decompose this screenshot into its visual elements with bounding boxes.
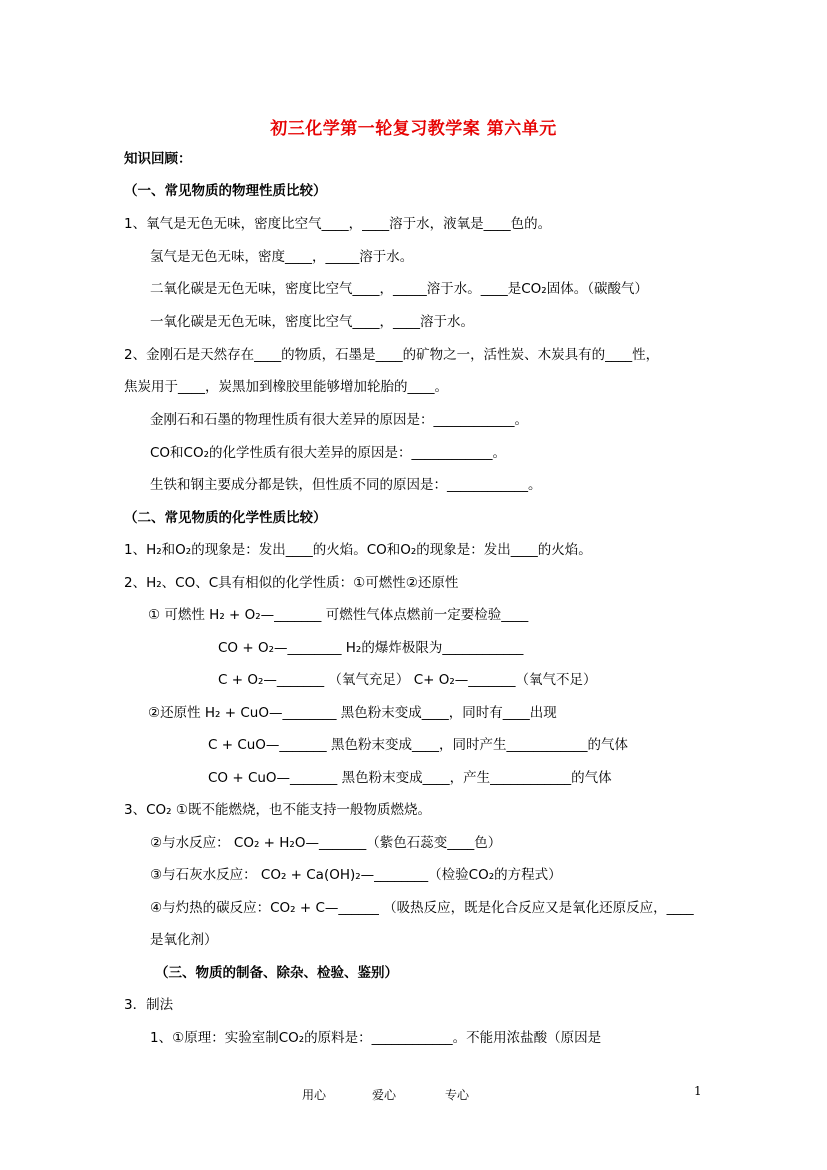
section-heading-preparation: （三、物质的制备、除杂、检验、鉴别） — [155, 965, 398, 981]
text-line: 氢气是无色无味，密度____，_____溶于水。 — [150, 249, 414, 265]
footer-middle: 爱心 — [372, 1088, 397, 1102]
text-line: 焦炭用于____，炭黑加到橡胶里能够增加轮胎的____。 — [124, 379, 448, 395]
text-line: 金刚石和石墨的物理性质有很大差异的原因是：____________。 — [150, 412, 528, 428]
text-line: 1、①原理：实验室制CO₂的原料是：____________。不能用浓盐酸（原因是 — [150, 1030, 602, 1046]
section-heading-chemical-properties: （二、常见物质的化学性质比较） — [124, 510, 327, 526]
footer-right: 专心 — [445, 1088, 470, 1102]
text-line: C + O₂—_______ （氧气充足） C+ O₂—_______（氧气不足） — [218, 672, 597, 688]
text-line: 一氧化碳是无色无味，密度比空气____，____溶于水。 — [150, 314, 474, 330]
text-line: 2、金刚石是天然存在____的物质，石墨是____的矿物之一，活性炭、木炭具有的____性， — [124, 347, 660, 363]
text-line: ① 可燃性 H₂ + O₂—_______ 可燃性气体点燃前一定要检验____ — [148, 607, 529, 623]
text-line: 3．制法 — [124, 997, 174, 1013]
text-line: 生铁和钢主要成分都是铁，但性质不同的原因是：____________。 — [150, 477, 542, 493]
document-title: 初三化学第一轮复习教学案 第六单元 — [270, 119, 557, 139]
page-number: 1 — [694, 1084, 702, 1098]
text-line: ③与石灰水反应： CO₂ + Ca(OH)₂—________（检验CO₂的方程式） — [150, 867, 562, 883]
text-line: C + CuO—_______ 黑色粉末变成____，同时产生____________的气体 — [208, 737, 628, 753]
text-line: ②还原性 H₂ + CuO—________ 黑色粉末变成____，同时有____出现 — [148, 705, 557, 721]
text-line: 二氧化碳是无色无味，密度比空气____，_____溶于水。____是CO₂固体。（碳酸气） — [150, 281, 648, 297]
section-heading-physical-properties: （一、常见物质的物理性质比较） — [124, 183, 327, 199]
footer-left: 用心 — [302, 1088, 327, 1102]
text-line: 2、H₂、CO、C具有相似的化学性质：①可燃性②还原性 — [124, 575, 459, 591]
text-line: ④与灼热的碳反应：CO₂ + C—______ （吸热反应，既是化合反应又是氧化还原反应，____ — [150, 900, 694, 916]
text-line: 3、CO₂ ①既不能燃烧，也不能支持一般物质燃烧。 — [124, 802, 431, 818]
text-line: 是氧化剂） — [150, 932, 218, 948]
text-line: 1、氧气是无色无味，密度比空气____，____溶于水，液氧是____色的。 — [124, 216, 552, 232]
text-line: CO + CuO—_______ 黑色粉末变成____，产生____________的气体 — [208, 770, 612, 786]
text-line: ②与水反应： CO₂ + H₂O—_______（紫色石蕊变____色） — [150, 835, 502, 851]
text-line: 1、H₂和O₂的现象是：发出____的火焰。CO和O₂的现象是：发出____的火焰。 — [124, 542, 592, 558]
text-line: CO + O₂—________ H₂的爆炸极限为____________ — [218, 640, 524, 656]
knowledge-review-heading: 知识回顾： — [124, 151, 192, 167]
text-line: CO和CO₂的化学性质有很大差异的原因是：____________。 — [150, 445, 507, 461]
